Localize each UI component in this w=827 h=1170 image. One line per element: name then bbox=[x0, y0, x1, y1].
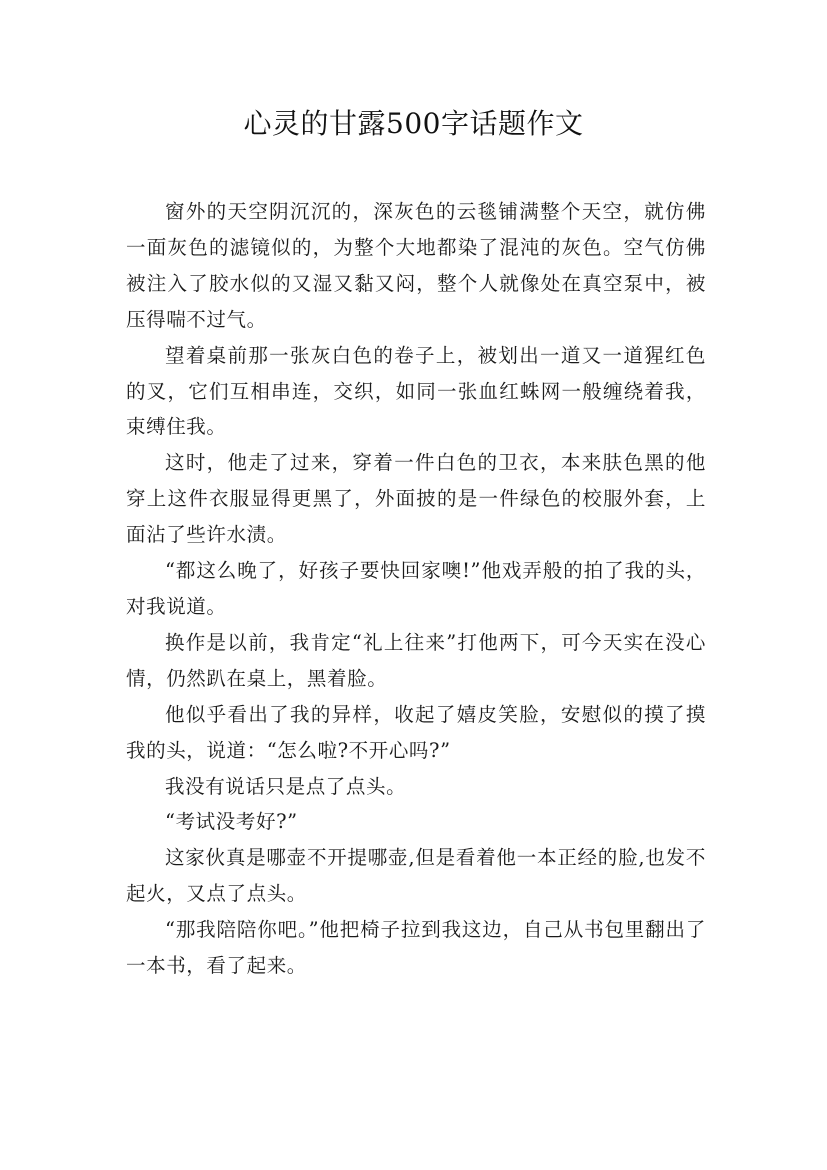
paragraph: 我没有说话只是点了点头。 bbox=[165, 774, 407, 798]
paragraph: 他似乎看出了我的异样，收起了嬉皮笑脸，安慰似的摸了摸我的头，说道：“怎么啦?不开心吗?” bbox=[126, 702, 706, 762]
paragraph: 这家伙真是哪壶不开提哪壶,但是看着他一本正经的脸,也发不起火，又点了点头。 bbox=[126, 846, 706, 906]
document-title: 心灵的甘露500字话题作文 bbox=[243, 107, 584, 140]
paragraph: 望着桌前那一张灰白色的卷子上，被划出一道又一道猩红色的叉，它们互相串连，交织，如同一张血红蛛网一般缠绕着我，束缚住我。 bbox=[126, 343, 706, 439]
paragraph: “那我陪陪你吧。”他把椅子拉到我这边，自己从书包里翻出了一本书，看了起来。 bbox=[126, 918, 706, 978]
paragraph: 这时，他走了过来，穿着一件白色的卫衣，本来肤色黑的他穿上这件衣服显得更黑了，外面披的是一件绿色的校服外套，上面沾了些许水渍。 bbox=[126, 451, 706, 547]
document-body bbox=[126, 194, 706, 984]
paragraph: 窗外的天空阴沉沉的，深灰色的云毯铺满整个天空，就仿佛一面灰色的滤镜似的，为整个大地都染了混沌的灰色。空气仿佛被注入了胶水似的又湿又黏又闷，整个人就像处在真空泵中，被压得喘不过气。 bbox=[126, 200, 706, 331]
paragraph: “考试没考好?” bbox=[165, 810, 298, 834]
paragraph: 换作是以前，我肯定“礼上往来”打他两下，可今天实在没心情，仍然趴在桌上，黑着脸。 bbox=[126, 630, 706, 690]
paragraph: “都这么晚了，好孩子要快回家噢!”他戏弄般的拍了我的头，对我说道。 bbox=[126, 559, 706, 618]
